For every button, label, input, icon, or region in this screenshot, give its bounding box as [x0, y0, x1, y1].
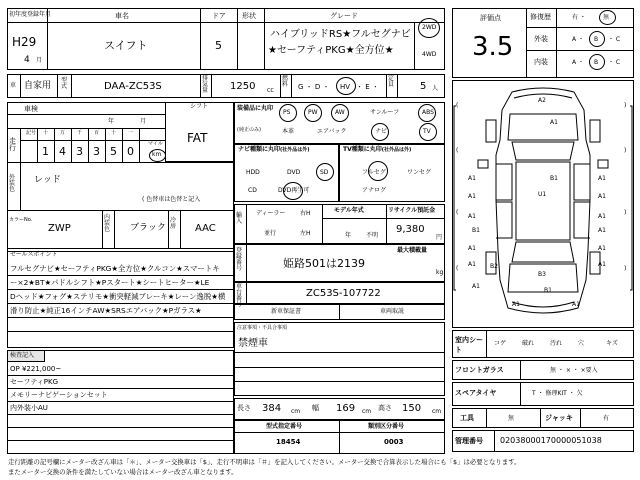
color-label: 外装色: [9, 174, 16, 193]
max-load-label: 最大積載量: [397, 247, 428, 254]
damage-code: U1: [538, 191, 547, 198]
nav-item: CD: [248, 187, 257, 194]
mileage-divider: [54, 128, 55, 162]
manual: 車両取説: [380, 308, 405, 315]
grade-label: グレード: [330, 12, 358, 20]
mgmt-number: 020380001700000510​38: [500, 436, 602, 445]
mirror-r: [598, 160, 608, 168]
tv-item: ワンセグ: [407, 169, 432, 176]
footer-line1: 走行距離の記号欄にメーター改ざん車は「＊」、メーター交換車は「$」、走行不明車は「＃」を記入してください。メーター交換で合算表示した場合にも「$」は必要となります。: [8, 458, 521, 466]
exterior-grade-b: B: [594, 36, 599, 43]
mileage-digit: 3: [76, 145, 83, 158]
import-left: 左H: [300, 230, 311, 237]
doors: 5: [215, 39, 222, 52]
recycle-yen: 円: [436, 234, 443, 241]
mileage-unit-label: 百: [94, 130, 100, 136]
damage-code: A1: [468, 193, 476, 200]
exterior-grade-a: A ・: [572, 36, 585, 43]
inspection-label: 車検: [24, 105, 38, 113]
equipment-item: PW: [308, 109, 318, 116]
reg-year-label: 初年度登録年月: [9, 11, 52, 18]
equipment-item: エアバック: [317, 128, 347, 135]
right-door-rear: [574, 202, 590, 238]
damage-code: A1: [468, 213, 476, 220]
damage-code: A1: [468, 245, 476, 252]
jack: 有: [603, 415, 610, 422]
inspector-label: 検査記入: [10, 352, 35, 359]
damage-code: B3: [538, 271, 546, 278]
nav-item: DVD: [287, 169, 301, 176]
seat-label: 室内シート: [455, 336, 483, 354]
car-diagram: [452, 80, 634, 328]
score: 3.5: [472, 32, 514, 62]
ruled-line: [7, 375, 234, 376]
plate: 姫路501は2139: [283, 257, 365, 270]
seat-item: キズ: [606, 340, 618, 347]
length-unit: cm: [291, 408, 301, 415]
class-label: 類別区分番号: [368, 423, 405, 430]
windshield: [512, 142, 574, 160]
jack-label: ジャッキ: [545, 414, 573, 422]
mileage-digit: 3: [93, 145, 100, 158]
mileage-divider: [37, 128, 38, 162]
ruled-line: [7, 275, 234, 276]
model-code: DAA-ZC53S: [104, 81, 162, 92]
seat-item: 穴: [578, 340, 585, 347]
equipment-item: ナビ: [375, 128, 388, 135]
ruled-line: [7, 388, 234, 389]
mile-label: マイル: [148, 141, 163, 147]
nav-item: SD: [320, 169, 329, 176]
tools-label: 工具: [460, 414, 474, 422]
tv-title: TV種類に丸印(社外品は外): [343, 146, 412, 153]
mileage-divider: [105, 128, 106, 162]
damage-code: A2: [538, 97, 546, 104]
displacement-label: 排気量: [202, 75, 209, 94]
length: 384: [262, 403, 282, 414]
color-swap-note: ( 色替車は色替と記入: [142, 196, 201, 203]
tv-item: フルセグ: [362, 169, 386, 176]
fuel-label: 燃料: [282, 75, 289, 88]
front-glass-label: フロントガラス: [455, 366, 504, 374]
mileage-unit-label: 万: [60, 130, 66, 136]
tire-fl: [486, 120, 496, 142]
remarks-label: 注意事項・不具合事項: [237, 325, 288, 331]
drive-2wd: 2WD: [422, 24, 437, 31]
damage-code: A1: [598, 175, 606, 182]
damage-code: A1: [598, 193, 606, 200]
tools: 無: [508, 415, 515, 422]
ruled-line: [7, 401, 234, 402]
damage-code: B2: [490, 263, 498, 270]
damage-code: A1: [598, 227, 606, 234]
drive-4wd: 4WD: [422, 51, 437, 58]
car-name: スイフト: [104, 39, 148, 52]
displacement: 1250: [230, 81, 256, 92]
plate-label: 登録番号: [236, 247, 243, 272]
interior-grade-c: ・ C: [608, 59, 621, 66]
remarks-text: 禁煙車: [238, 338, 268, 349]
damage-code: A1: [598, 261, 606, 268]
import-label: 輸入: [236, 212, 243, 225]
cc: CC: [267, 88, 274, 94]
inspector-line: セーフティPKG: [10, 378, 59, 386]
height-unit: cm: [432, 408, 442, 415]
mileage-divider: [71, 128, 72, 162]
equipment-title: 装備品に丸印: [237, 105, 274, 112]
mileage-divider: [139, 128, 140, 162]
spare-tire-options: T ・ 修理KIT ・ 欠: [532, 390, 583, 397]
seat-item: 汚れ: [550, 340, 563, 347]
reg-year: H29: [12, 35, 37, 49]
use-label: 車: [10, 82, 17, 89]
ruled-line: [7, 427, 234, 428]
bracket-mark: (: [456, 265, 459, 272]
model-year-label: モデル年式: [334, 207, 364, 214]
damage-code: B1: [544, 287, 552, 294]
equipment-title-sub: (純正のみ): [237, 127, 261, 133]
recycle-label: リサイクル預託金: [388, 207, 436, 214]
ruled-line: [7, 414, 234, 415]
equipment-item: 本革: [282, 128, 295, 135]
import-dealer: ディーラー: [256, 210, 286, 217]
selling-point-line: 滑り防止★純正16インチAW★SRSエアバック★Pガラス★: [10, 306, 202, 315]
repair-yes: 有 ・: [572, 14, 586, 21]
shift: FAT: [187, 131, 208, 145]
reg-month-unit: 月: [36, 57, 43, 64]
vehicle-row: [7, 74, 445, 98]
rear-window: [512, 242, 574, 262]
mileage-divider: [122, 128, 123, 162]
mileage-unit-label: 十: [43, 130, 49, 136]
inspector-line: OP ¥221,000~: [10, 365, 62, 373]
damage-code: B1: [550, 175, 558, 182]
left-bracket: [454, 106, 459, 290]
inspector-line: メモリーナビゲーションセット: [10, 391, 108, 399]
chassis: ZC53S-107722: [306, 288, 381, 299]
color-value: レッド: [34, 175, 61, 185]
repair-none: 無: [603, 14, 610, 21]
equipment-item: ABS: [422, 109, 434, 116]
damage-code: A1: [472, 283, 480, 290]
type-label: 型式: [60, 77, 67, 90]
length-label: 長さ: [237, 404, 251, 412]
class: 0003: [384, 438, 404, 446]
mileage-digit: 1: [42, 145, 49, 158]
bracket-mark: (: [456, 147, 459, 154]
trunk: [508, 264, 578, 292]
score-label: 評価点: [480, 14, 501, 22]
recycle: 9,380: [396, 224, 425, 235]
equipment-item: PS: [283, 109, 291, 116]
mgmt-label: 管理番号: [455, 437, 483, 445]
shape-label: 形状: [242, 12, 256, 20]
cert: 18454: [276, 438, 301, 446]
bracket-mark: ): [624, 102, 627, 109]
repair-label: 修復歴: [530, 13, 551, 21]
right-door-front: [574, 164, 590, 200]
fuel-rest: ・ E ・: [356, 83, 379, 91]
damage-code: A1: [598, 213, 606, 220]
ruled-line: [7, 303, 234, 304]
doors-label: ドア: [212, 12, 226, 20]
cert-label: 型式指定番号: [266, 423, 303, 430]
mileage-unit-label: 記号: [26, 130, 37, 136]
shift-label: シフト: [190, 103, 209, 110]
seat-item: コゲ: [494, 340, 507, 347]
chassis-label: 車台番号: [236, 283, 243, 308]
tv-item: アナログ: [362, 187, 387, 194]
interior-grade-b: B: [594, 59, 599, 66]
height-label: 高さ: [378, 404, 392, 412]
equipment-item: サンルーフ: [370, 109, 400, 116]
exterior-label: 外装: [534, 35, 548, 43]
mileage-digit: 5: [110, 145, 117, 158]
seat-item: 破れ: [522, 340, 535, 347]
inspection-month: 月: [140, 118, 147, 125]
ruled-line: [7, 331, 234, 332]
front-glass-options: 無 ・ × ・ ×要入: [550, 367, 598, 374]
equipment-item: TV: [423, 128, 431, 135]
ruled-line: [7, 317, 234, 318]
max-load-kg: kg: [436, 269, 444, 276]
mileage-digit: 4: [59, 145, 66, 158]
ac-label: 冷房: [170, 217, 177, 230]
grade-line1: ハイブリッドRS★フルセグナビ: [270, 29, 411, 40]
selling-point-line: Dヘッド★フォグ★ステリモ★衝突軽減ブレーキ★レーン逸脱★横: [10, 292, 226, 301]
bracket-mark: (: [456, 209, 459, 216]
use: 自家用: [24, 81, 52, 91]
mileage-unit-label: 十: [111, 130, 117, 136]
bracket-mark: ): [624, 209, 627, 216]
fuel-hv: HV: [340, 83, 351, 91]
width-label: 幅: [312, 404, 319, 412]
interior-color-label: 内装色: [104, 214, 111, 233]
nav-item: DVD再生可: [278, 187, 310, 194]
capacity-unit: 人: [432, 85, 439, 92]
selling-point-line: ー×2★BT★パドルシフト★Pスタート★シートヒーター★LE: [10, 278, 210, 287]
left-door-front: [496, 164, 512, 200]
height: 150: [402, 403, 422, 414]
mileage-digit: 0: [127, 145, 134, 158]
damage-code: B1: [472, 227, 480, 234]
damage-code: A1: [572, 301, 580, 308]
color-number: ZWP: [48, 223, 71, 234]
right-bracket: [630, 106, 632, 290]
capacity-label: 定員: [388, 75, 395, 88]
hood: [508, 114, 578, 140]
tire-fr: [590, 120, 600, 142]
import-parallel: 並行: [264, 230, 277, 237]
km: km: [152, 151, 162, 158]
selling-points-label: セールスポイント: [10, 251, 58, 258]
mileage-divider: [88, 128, 89, 162]
bracket-mark: (: [456, 102, 459, 109]
width-unit: cm: [362, 408, 372, 415]
bracket-mark: ): [624, 147, 627, 154]
roof: [516, 162, 570, 240]
damage-code: A1: [598, 245, 606, 252]
model-year-unit: 年: [345, 232, 352, 239]
footer-line2: またメーター交換の条件を満たしていない場合はメーター改ざん車となります。: [8, 468, 238, 476]
remarks-block: [234, 322, 445, 396]
grade-line2: ★セーフティPKG★全方位★: [268, 45, 394, 56]
exterior-grade-c: ・ C: [608, 36, 621, 43]
equipment-item: AW: [335, 109, 345, 116]
model-year-value: 不明: [366, 232, 379, 239]
ac: AAC: [195, 223, 216, 234]
ruled-line: [7, 289, 234, 290]
car-name-label: 車名: [115, 12, 129, 20]
interior-color: ブラック: [130, 223, 166, 233]
spare-tire-label: スペアタイヤ: [455, 389, 497, 397]
bracket-mark: ): [624, 265, 627, 272]
interior-label: 内装: [534, 58, 548, 66]
left-door-rear: [496, 202, 512, 238]
inspection-year: 年: [108, 118, 115, 125]
inspector-line: 内外装小AU: [10, 404, 48, 412]
mileage-unit-label: 一: [128, 130, 134, 136]
damage-code: A1: [468, 261, 476, 268]
mirror-l: [478, 160, 488, 168]
interior-grade-a: A ・: [572, 59, 585, 66]
new-warranty: 新車保証書: [271, 308, 302, 315]
fuel-options: G ・ D ・: [298, 83, 330, 91]
damage-code: A1: [468, 175, 476, 182]
ruled-line: [7, 440, 234, 441]
selling-point-line: フルセグナビ★セーフティPKG★全方位★クルコン★スマートキ: [10, 264, 220, 273]
mileage-label: 走行: [9, 137, 16, 152]
reg-month: 4: [24, 55, 30, 65]
nav-title: ナビ種類に丸印(社外品は外): [238, 146, 310, 153]
damage-code: A1: [512, 301, 520, 308]
mileage-unit-label: 千: [77, 130, 83, 136]
color-number-label: カラーNo.: [9, 217, 33, 223]
rear-bumper: [512, 302, 574, 307]
width: 169: [336, 403, 356, 414]
capacity: 5: [420, 81, 427, 92]
import-right: 右H: [300, 210, 311, 217]
nav-item: HDD: [246, 169, 260, 176]
damage-code: A1: [550, 119, 558, 126]
